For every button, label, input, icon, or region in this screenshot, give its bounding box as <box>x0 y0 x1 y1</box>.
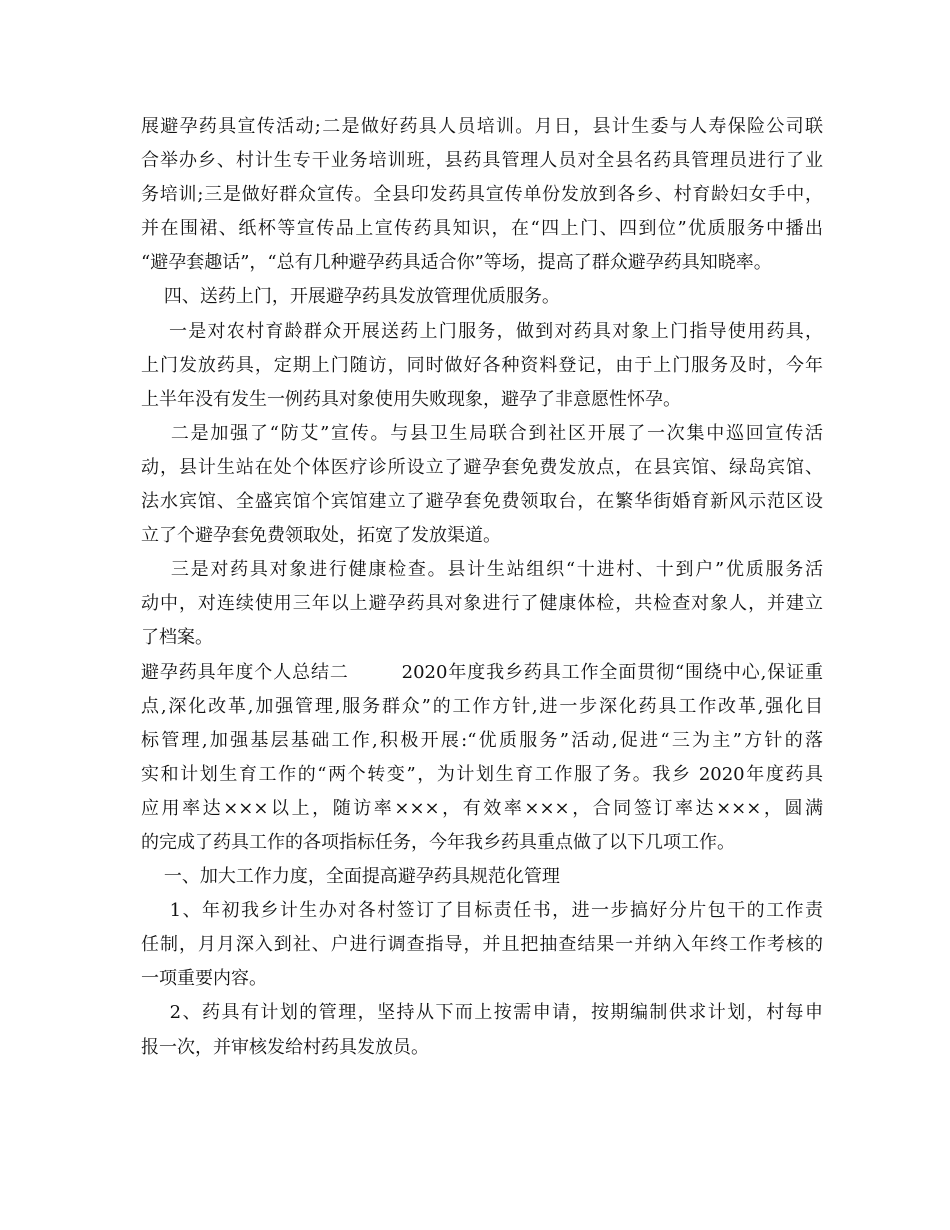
text-line: 上门发放药具，定期上门随访，同时做好各种资料登记，由于上门服务及时，今年 <box>141 354 823 376</box>
text-line: 任制，月月深入到社、户进行调查指导，并且把抽查结果一并纳入年终工作考核的 <box>141 934 823 956</box>
text-line: 二是加强了“防艾”宣传。与县卫生局联合到社区开展了一次集中巡回宣传活 <box>141 422 823 444</box>
text-line: 报一次，并审核发给村药具发放员。 <box>141 1036 429 1058</box>
text-line: 动中，对连续使用三年以上避孕药具对象进行了健康体检，共检查对象人，并建立 <box>141 593 823 615</box>
text-line: 1、年初我乡计生办对各村签订了目标责任书，进一步搞好分片包干的工作责 <box>141 900 823 922</box>
text-line: 避孕药具年度个人总结二 2020年度我乡药具工作全面贯彻“围绕中心,保证重 <box>141 661 823 683</box>
text-line: 一、加大工作力度，全面提高避孕药具规范化管理 <box>141 866 560 888</box>
text-line: 实和计划生育工作的“两个转变”，为计划生育工作服了务。我乡 2020年度药具 <box>141 763 823 785</box>
text-line: 上半年没有发生一例药具对象使用失败现象，避孕了非意愿性怀孕。 <box>141 388 681 410</box>
text-line: 点,深化改革,加强管理,服务群众”的工作方针,进一步深化药具工作改革,强化目 <box>141 695 823 717</box>
text-line: 2、药具有计划的管理，坚持从下而上按需申请，按期编制供求计划，村每申 <box>141 1002 823 1024</box>
text-line: 应用率达×××以上，随访率×××，有效率×××，合同签订率达×××，圆满 <box>141 797 823 819</box>
text-line: 三是对药具对象进行健康检查。县计生站组织“十进村、十到户”优质服务活 <box>141 559 823 581</box>
text-line: 标管理,加强基层基础工作,积极开展:“优质服务”活动,促进“三为主”方针的落 <box>141 729 823 751</box>
text-line: 务培训;三是做好群众宣传。全县印发药具宣传单份发放到各乡、村育龄妇女手中， <box>141 184 823 206</box>
text-line: 四、送药上门，开展避孕药具发放管理优质服务。 <box>141 286 560 308</box>
text-line: 立了个避孕套免费领取处，拓宽了发放渠道。 <box>141 525 501 547</box>
text-line: 法水宾馆、全盛宾馆个宾馆建立了避孕套免费领取台，在繁华街婚育新风示范区设 <box>141 491 823 513</box>
text-line: 合举办乡、村计生专干业务培训班，县药具管理人员对全县名药具管理员进行了业 <box>141 150 823 172</box>
document-body <box>141 110 823 1065</box>
text-line: 的完成了药具工作的各项指标任务，今年我乡药具重点做了以下几项工作。 <box>141 831 735 853</box>
text-line: 展避孕药具宣传活动;二是做好药具人员培训。月日，县计生委与人寿保险公司联 <box>141 116 823 137</box>
text-line: 并在围裙、纸杯等宣传品上宣传药具知识，在“四上门、四到位”优质服务中播出 <box>141 218 823 240</box>
text-line: 了档案。 <box>141 627 213 649</box>
text-line: 动，县计生站在处个体医疗诊所设立了避孕套免费发放点，在县宾馆、绿岛宾馆、 <box>141 456 823 478</box>
text-line: 一是对农村育龄群众开展送药上门服务，做到对药具对象上门指导使用药具， <box>141 320 823 342</box>
text-line: 一项重要内容。 <box>141 968 267 990</box>
text-line: “避孕套趣话”，“总有几种避孕药具适合你”等场，提高了群众避孕药具知晓率。 <box>141 252 772 274</box>
